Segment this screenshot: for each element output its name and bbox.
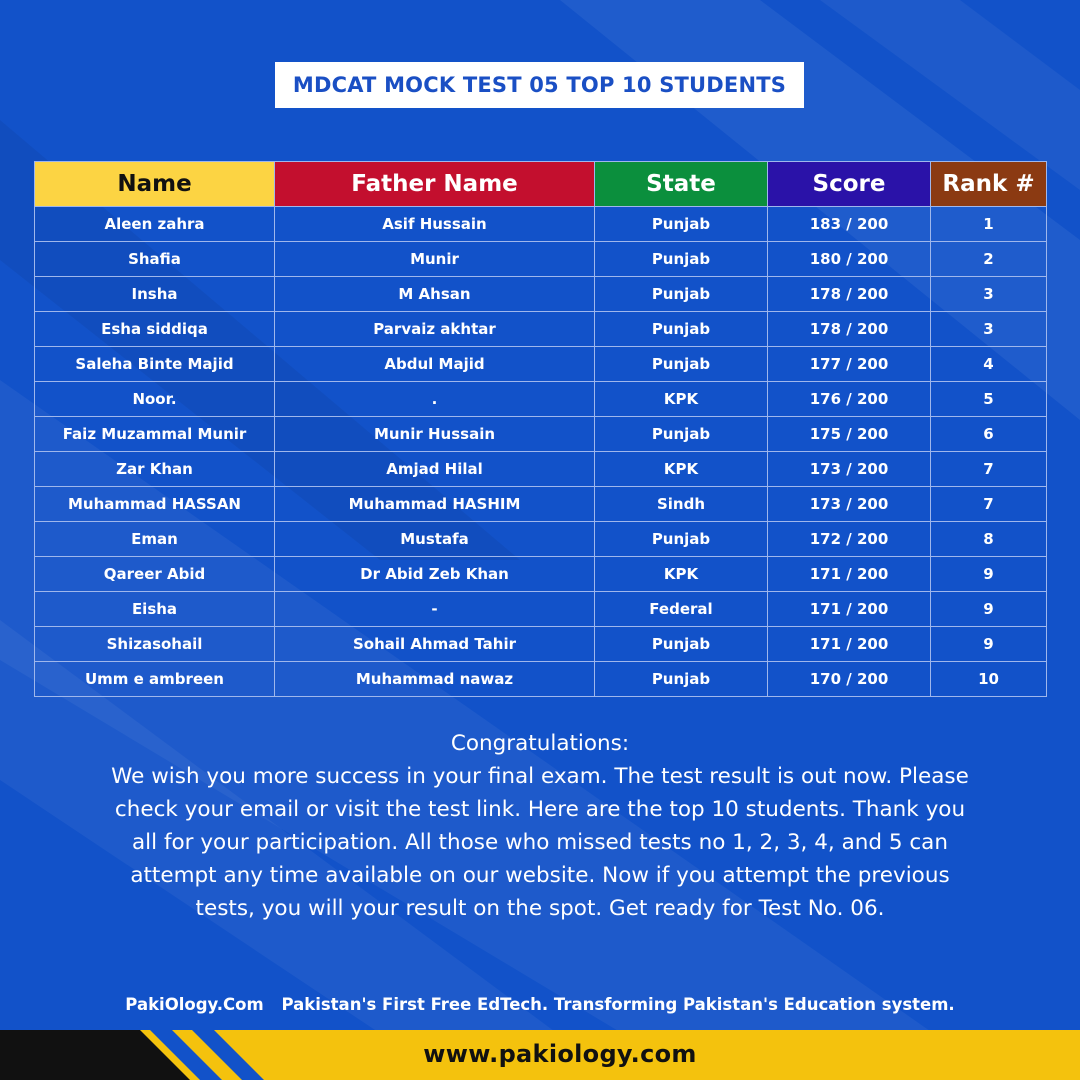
table-row [35, 592, 1047, 627]
cell-state: Sindh [595, 487, 768, 522]
table-row [35, 557, 1047, 592]
cell-rank: 10 [931, 662, 1047, 697]
cell-name: Aleen zahra [35, 207, 275, 242]
cell-state: Punjab [595, 627, 768, 662]
cell-rank: 8 [931, 522, 1047, 557]
cell-father-name: Amjad Hilal [275, 452, 595, 487]
table-row [35, 347, 1047, 382]
cell-father-name: Muhammad nawaz [275, 662, 595, 697]
table-row [35, 312, 1047, 347]
cell-name: Shizasohail [35, 627, 275, 662]
cell-score: 170 / 200 [768, 662, 931, 697]
cell-score: 178 / 200 [768, 312, 931, 347]
cell-rank: 9 [931, 592, 1047, 627]
header-father-name: Father Name [275, 162, 595, 207]
cell-father-name: M Ahsan [275, 277, 595, 312]
cell-father-name: Parvaiz akhtar [275, 312, 595, 347]
table-row [35, 662, 1047, 697]
congratulations-message [110, 727, 970, 925]
cell-father-name: Asif Hussain [275, 207, 595, 242]
cell-state: Federal [595, 592, 768, 627]
cell-name: Umm e ambreen [35, 662, 275, 697]
cell-rank: 4 [931, 347, 1047, 382]
cell-state: Punjab [595, 522, 768, 557]
cell-rank: 9 [931, 627, 1047, 662]
cell-father-name: Mustafa [275, 522, 595, 557]
cell-score: 180 / 200 [768, 242, 931, 277]
cell-state: Punjab [595, 347, 768, 382]
cell-name: Zar Khan [35, 452, 275, 487]
results-table [34, 161, 1047, 697]
cell-father-name: Munir Hussain [275, 417, 595, 452]
cell-rank: 7 [931, 452, 1047, 487]
footer-tagline-text: Pakistan's First Free EdTech. Transforming Pakistan's Education system. [281, 995, 955, 1014]
cell-father-name: Munir [275, 242, 595, 277]
cell-name: Insha [35, 277, 275, 312]
cell-state: Punjab [595, 207, 768, 242]
cell-state: Punjab [595, 312, 768, 347]
cell-state: Punjab [595, 242, 768, 277]
cell-name: Saleha Binte Majid [35, 347, 275, 382]
cell-name: Eisha [35, 592, 275, 627]
cell-score: 173 / 200 [768, 487, 931, 522]
cell-name: Qareer Abid [35, 557, 275, 592]
cell-father-name: Dr Abid Zeb Khan [275, 557, 595, 592]
table-row [35, 487, 1047, 522]
cell-rank: 6 [931, 417, 1047, 452]
cell-state: KPK [595, 557, 768, 592]
message-greeting: Congratulations: [450, 731, 630, 756]
cell-rank: 5 [931, 382, 1047, 417]
cell-score: 171 / 200 [768, 627, 931, 662]
cell-score: 172 / 200 [768, 522, 931, 557]
cell-name: Eman [35, 522, 275, 557]
table-row [35, 382, 1047, 417]
cell-name: Esha siddiqa [35, 312, 275, 347]
cell-rank: 1 [931, 207, 1047, 242]
cell-score: 171 / 200 [768, 592, 931, 627]
page-title: MDCAT MOCK TEST 05 TOP 10 STUDENTS [275, 62, 804, 108]
table-row [35, 522, 1047, 557]
cell-state: KPK [595, 382, 768, 417]
footer-tagline [0, 995, 1080, 1014]
table-row [35, 417, 1047, 452]
cell-rank: 3 [931, 312, 1047, 347]
table-row [35, 627, 1047, 662]
cell-score: 178 / 200 [768, 277, 931, 312]
cell-father-name: . [275, 382, 595, 417]
cell-state: Punjab [595, 417, 768, 452]
cell-name: Shafia [35, 242, 275, 277]
cell-rank: 9 [931, 557, 1047, 592]
message-body: We wish you more success in your final exam. The test result is out now. Please check your email or visit the test link. Here are the top 10 students. Thank you all for your participation. All those who missed tests no 1, 2, 3, 4, and 5 can attempt any time available on our website. Now if you attempt the previous tests, you will your result on the spot. Get ready for Test No. 06. [111, 764, 969, 921]
header-state: State [595, 162, 768, 207]
table-row [35, 207, 1047, 242]
cell-state: KPK [595, 452, 768, 487]
cell-father-name: Muhammad HASHIM [275, 487, 595, 522]
cell-score: 171 / 200 [768, 557, 931, 592]
table-row [35, 277, 1047, 312]
cell-name: Faiz Muzammal Munir [35, 417, 275, 452]
cell-state: Punjab [595, 277, 768, 312]
header-rank: Rank # [931, 162, 1047, 207]
cell-father-name: Sohail Ahmad Tahir [275, 627, 595, 662]
cell-score: 183 / 200 [768, 207, 931, 242]
cell-rank: 3 [931, 277, 1047, 312]
table-row [35, 452, 1047, 487]
cell-score: 175 / 200 [768, 417, 931, 452]
footer-brand: PakiOlogy.Com [125, 995, 264, 1014]
cell-state: Punjab [595, 662, 768, 697]
table-row [35, 242, 1047, 277]
cell-score: 176 / 200 [768, 382, 931, 417]
cell-father-name: Abdul Majid [275, 347, 595, 382]
cell-rank: 7 [931, 487, 1047, 522]
header-score: Score [768, 162, 931, 207]
cell-score: 173 / 200 [768, 452, 931, 487]
cell-name: Noor. [35, 382, 275, 417]
cell-score: 177 / 200 [768, 347, 931, 382]
table-header-row [35, 162, 1047, 207]
cell-father-name: - [275, 592, 595, 627]
cell-name: Muhammad HASSAN [35, 487, 275, 522]
header-name: Name [35, 162, 275, 207]
cell-rank: 2 [931, 242, 1047, 277]
website-link[interactable]: www.pakiology.com [423, 1040, 697, 1068]
